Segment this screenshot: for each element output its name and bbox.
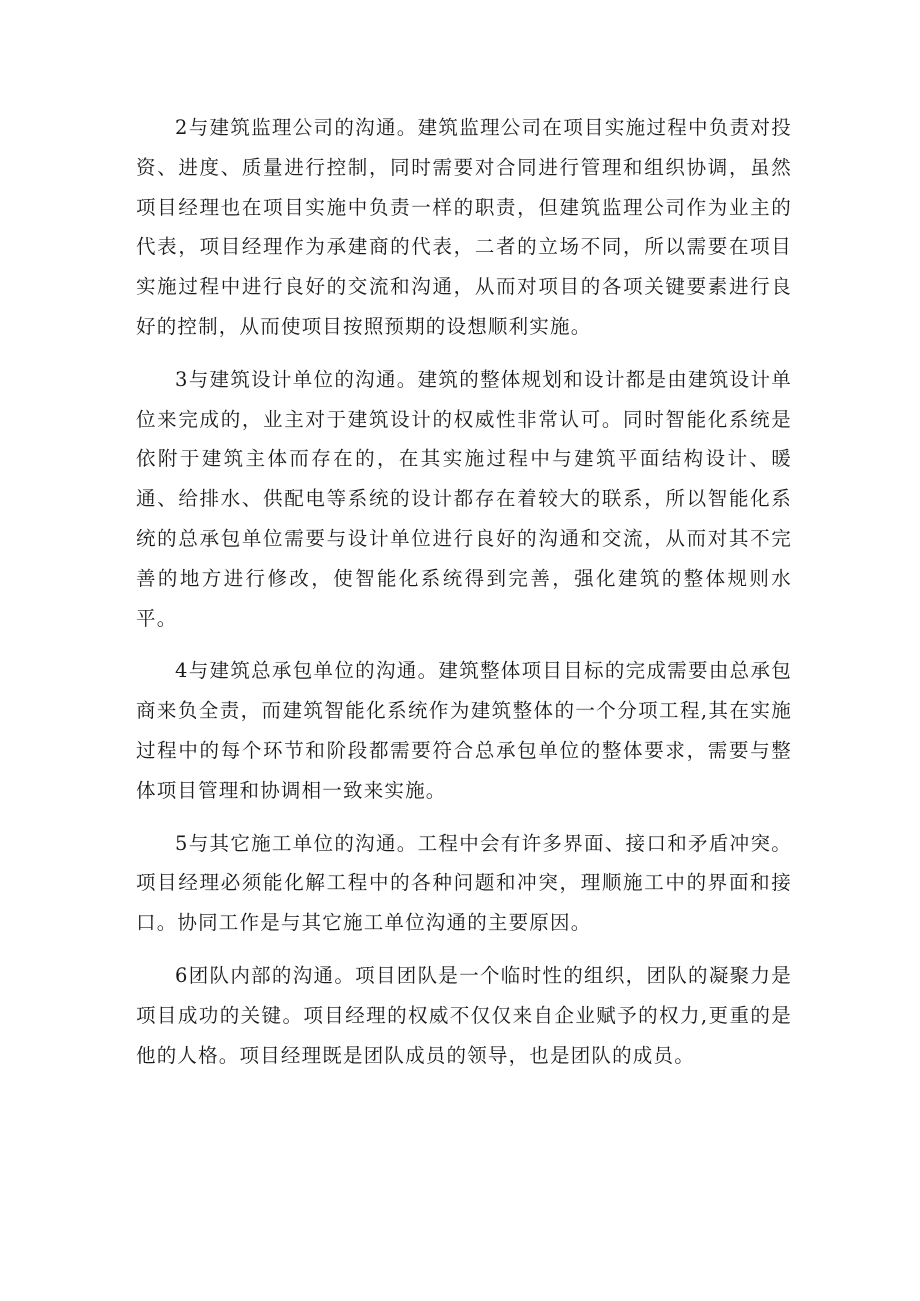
paragraph-design-communication: 3与建筑设计单位的沟通。建筑的整体规划和设计都是由建筑设计单位来完成的，业主对于建筑设计的权威性非常认可。同时智能化系统是依附于建筑主体而存在的，在其实施过程中与建筑平面结构设计、暖通、给排水、供配电等系统的设计都存在着较大的联系，所以智能化系统的总承包单位需要与设计单位进行良好的沟通和交流，从而对其不完善的地方进行修改，使智能化系统得到完善，强化建筑的整体规则水平。: [136, 367, 792, 630]
paragraph-supervision-communication: 2与建筑监理公司的沟通。建筑监理公司在项目实施过程中负责对投资、进度、质量进行控制，同时需要对合同进行管理和组织协调，虽然项目经理也在项目实施中负责一样的职责，但建筑监理公司作为业主的代表，项目经理作为承建商的代表，二者的立场不同，所以需要在项目实施过程中进行良好的交流和沟通，从而对项目的各项关键要素进行良好的控制，从而使项目按照预期的设想顺利实施。: [136, 116, 792, 338]
paragraph-general-contractor-communication: 4与建筑总承包单位的沟通。建筑整体项目目标的完成需要由总承包商来负全责，而建筑智能化系统作为建筑整体的一个分项工程,其在实施过程中的每个环节和阶段都需要符合总承包单位的整体要求，需要与整体项目管理和协调相一致来实施。: [136, 659, 792, 802]
document-body: [136, 108, 792, 1088]
paragraph-other-contractors-communication: 5与其它施工单位的沟通。工程中会有许多界面、接口和矛盾冲突。项目经理必须能化解工程中的各种问题和冲突，理顺施工中的界面和接口。协同工作是与其它施工单位沟通的主要原因。: [136, 831, 792, 935]
paragraph-team-internal-communication: 6团队内部的沟通。项目团队是一个临时性的组织，团队的凝聚力是项目成功的关键。项目经理的权威不仅仅来自企业赋予的权力,更重的是他的人格。项目经理既是团队成员的领导，也是团队的成员。: [136, 963, 792, 1067]
